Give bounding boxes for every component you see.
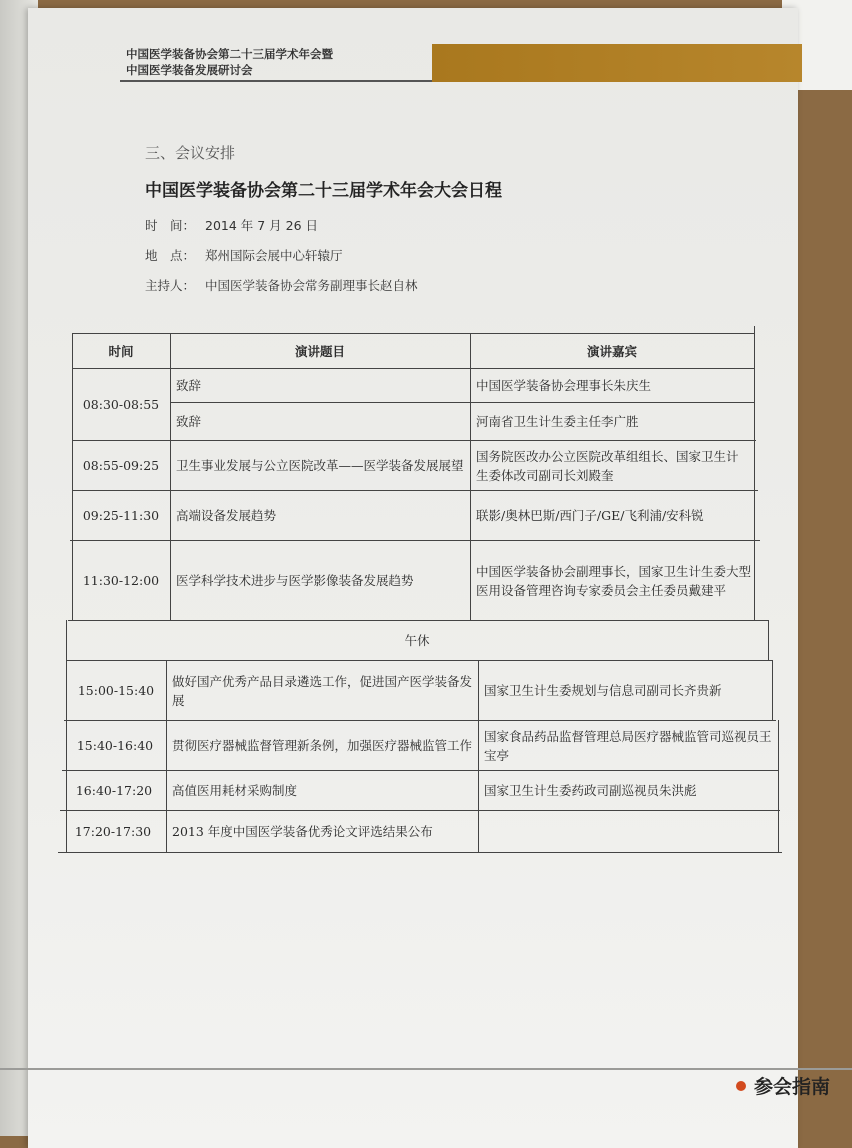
footer-section-label <box>736 1072 830 1099</box>
host-value: 中国医学装备协会常务副理事长赵自林 <box>205 278 418 293</box>
table-row-topic: 医学科学技术进步与医学影像装备发展趋势 <box>176 573 414 588</box>
lunch-break-row: 午休 <box>404 633 430 648</box>
meta-host <box>145 276 418 294</box>
footer-label: 参会指南 <box>753 1076 830 1098</box>
table-row-time: 15:00-15:40 <box>77 683 155 698</box>
header-time: 时间 <box>108 343 134 359</box>
meta-place <box>145 246 343 264</box>
host-label: 主持人： <box>145 278 196 293</box>
table-row-topic: 致辞 <box>176 414 202 429</box>
table-row-speaker: 国务院医改办公立医院改革组组长、国家卫生计生委体改司副司长刘殿奎 <box>476 448 739 483</box>
running-header <box>126 46 333 78</box>
table-row-topic: 致辞 <box>176 378 202 393</box>
header-line-2: 中国医学装备发展研讨会 <box>126 63 253 77</box>
section-title: 三、会议安排 <box>145 144 236 162</box>
table-row-speaker: 国家卫生计生委药政司副巡视员朱洪彪 <box>484 783 697 798</box>
table-row-time: 08:30-08:55 <box>82 397 160 412</box>
header-topic: 演讲题目 <box>294 343 345 359</box>
place-value: 郑州国际会展中心轩辕厅 <box>205 248 343 263</box>
table-row-time: 16:40-17:20 <box>75 783 153 798</box>
schedule-title: 中国医学装备协会第二十三届学术年会大会日程 <box>145 181 502 201</box>
table-row-speaker: 国家食品药品监督管理总局医疗器械监管司巡视员王宝亭 <box>484 728 772 763</box>
table-col-rule <box>778 720 779 852</box>
table-row-speaker: 中国医学装备协会副理事长，国家卫生计生委大型医用设备管理咨询专家委员会主任委员戴建平 <box>476 563 752 598</box>
table-row-speaker: 中国医学装备协会理事长朱庆生 <box>476 378 652 393</box>
header-speaker: 演讲嘉宾 <box>586 343 637 359</box>
table-row-speaker <box>478 811 778 852</box>
table-row-time: 17:20-17:30 <box>74 824 152 839</box>
table-row-speaker: 河南省卫生计生委主任李广胜 <box>476 414 639 429</box>
table-col-rule <box>768 620 769 660</box>
table-row-topic: 卫生事业发展与公立医院改革——医学装备发展展望 <box>176 458 464 473</box>
table-row-topic: 高端设备发展趋势 <box>176 508 277 523</box>
table-row-speaker: 联影/奥林巴斯/西门子/GE/飞利浦/安科锐 <box>476 508 704 523</box>
table-row-topic: 2013 年度中国医学装备优秀论文评选结果公布 <box>172 824 433 839</box>
bullet-dot-icon <box>736 1081 746 1091</box>
header-rule <box>120 80 435 82</box>
table-row-speaker: 国家卫生计生委规划与信息司副司长齐贵新 <box>484 683 722 698</box>
table-row-time: 11:30-12:00 <box>82 573 160 588</box>
time-label: 时 间： <box>145 218 196 233</box>
footer-rule <box>0 1068 852 1070</box>
meta-time <box>145 216 318 234</box>
table-row-time: 15:40-16:40 <box>76 738 154 753</box>
table-row-topic: 做好国产优秀产品目录遴选工作，促进国产医学装备发展 <box>172 673 473 708</box>
table-row-time: 09:25-11:30 <box>82 508 160 523</box>
header-accent-bar <box>432 44 802 82</box>
table-row-topic: 贯彻医疗器械监督管理新条例，加强医疗器械监管工作 <box>172 738 473 753</box>
table-col-rule <box>772 660 773 720</box>
place-label: 地 点： <box>145 248 196 263</box>
table-row-time: 08:55-09:25 <box>82 458 160 473</box>
table-rule <box>58 852 782 853</box>
time-value: 2014 年 7 月 26 日 <box>205 218 319 233</box>
header-line-1: 中国医学装备协会第二十三届学术年会暨 <box>126 47 333 61</box>
table-row-topic: 高值医用耗材采购制度 <box>172 783 298 798</box>
